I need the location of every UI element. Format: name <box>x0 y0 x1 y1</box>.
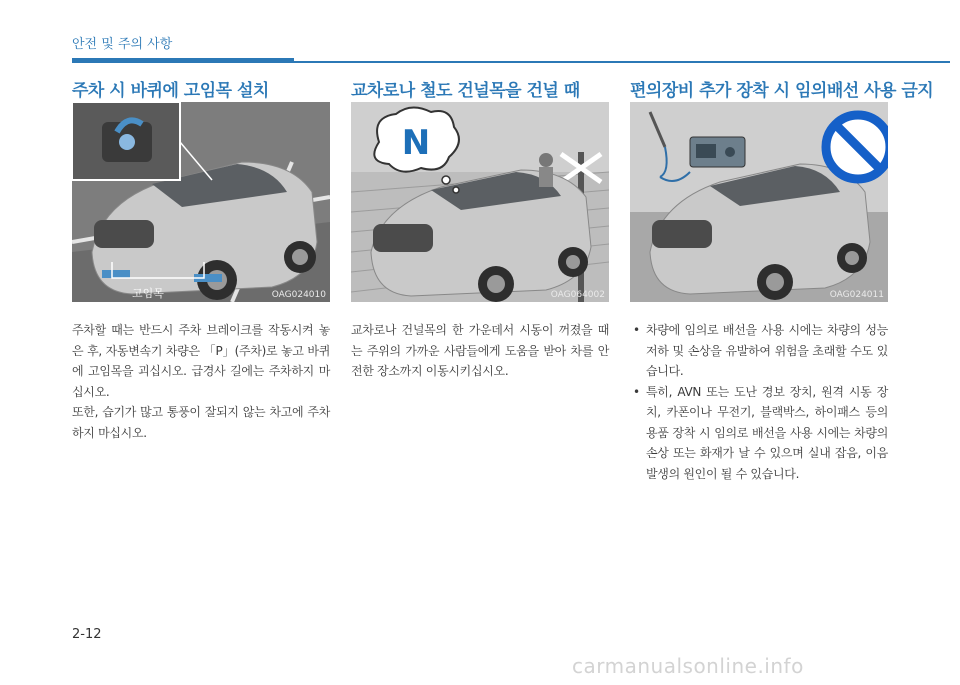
section-title-wheel-chock: 주차 시 바퀴에 고임목 설치 <box>72 81 269 101</box>
wheel-chock-text <box>72 320 330 443</box>
wiring-prohibition-illustration <box>630 102 888 302</box>
railroad-crossing-illustration <box>351 102 609 302</box>
section-title-crossing: 교차로나 철도 건널목을 건널 때 <box>351 81 580 101</box>
paragraph: 교차로나 건널목의 한 가운데서 시동이 꺼졌을 때는 주위의 가까운 사람들에게 도움을 받아 차를 안전한 장소까지 이동시키십시오. <box>351 323 609 378</box>
bubble-letter: N <box>401 123 431 163</box>
list-item: • 차량에 임의로 배선을 사용 시에는 차량의 성능 저하 및 손상을 유발하여 위험을 초래할 수도 있습니다. <box>630 320 888 382</box>
image-code: OAG024010 <box>271 290 326 300</box>
paragraph: 주차할 때는 반드시 주차 브레이크를 작동시켜 놓은 후, 자동변속기 차량은 「P」(주차)로 놓고 바퀴에 고임목을 괴십시오. 급경사 길에는 주차하지 마십시오. <box>72 323 330 399</box>
image-code: OAG024011 <box>829 290 884 300</box>
paragraph: 또한, 습기가 많고 통풍이 잘되지 않는 차고에 주차하지 마십시오. <box>72 405 330 440</box>
wheel-chock-illustration <box>72 102 330 302</box>
list-item: • 특히, AVN 또는 도난 경보 장치, 원격 시동 장치, 카폰이나 무전기, 블랙박스, 하이패스 등의 용품 장착 시 임의로 배선을 사용 시에는 차량의 손상 또는 화재가 날 수 있으며 실내 잡음, 이음 발생의 원인이 될 수 있습니다. <box>630 382 888 485</box>
image-code: OAG064002 <box>550 290 605 300</box>
section-header: 안전 및 주의 사항 <box>72 37 173 52</box>
page-number: 2-12 <box>72 627 102 642</box>
header-rule-accent <box>72 58 294 63</box>
wiring-bullets <box>630 320 888 484</box>
section-title-wiring: 편의장비 추가 장착 시 임의배선 사용 금지 <box>630 81 934 101</box>
wheel-chock-callout: 고임목 <box>132 287 164 300</box>
crossing-text <box>351 320 609 382</box>
watermark: carmanualsonline.info <box>572 654 804 678</box>
